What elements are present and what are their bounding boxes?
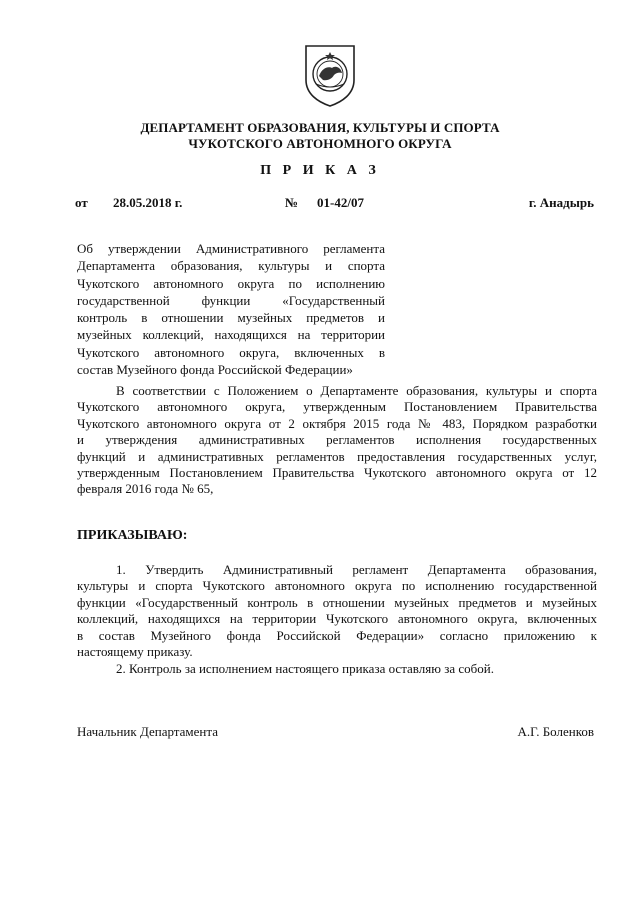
coat-of-arms-emblem [302, 44, 358, 108]
item-line: коллекций, находящихся на территории Чукотского автономного округа, включенных [77, 611, 597, 627]
preamble-line: утвержденным Постановлением Правительства Чукотского автономного округа от 12 [77, 464, 597, 480]
order-title: П Р И К А З [260, 163, 380, 178]
preamble-paragraph [77, 383, 597, 498]
preamble-line: Чукотского автономного округа, утвержденным Постановлением Правительства [77, 399, 597, 415]
subject-line: контроль в отношении музейных предметов и [77, 310, 385, 326]
subject-line: Об утверждении Административного регламента [77, 241, 385, 256]
item-line: 1. Утвердить Административный регламент Департамента образования, [116, 562, 597, 577]
subject-line: музейных коллекций, находящихся на территории [77, 327, 385, 343]
item-line: настоящему приказу. [77, 643, 193, 659]
order-number: 01-42/07 [317, 195, 364, 210]
subject-line: Чукотского автономного округа, включенных в [77, 344, 385, 360]
subject-line: государственной функции «Государственный [77, 292, 385, 308]
item-line: функции «Государственный контроль в отношении музейных предметов и музейных [77, 594, 597, 610]
preamble-line: функций и административных регламентов предоставления государственных услуг, [77, 448, 597, 464]
order-date: 28.05.2018 г. [113, 195, 183, 210]
item-line: 2. Контроль за исполнением настоящего приказа оставляю за собой. [116, 661, 494, 676]
item-line: в состав Музейного фонда Российской Федерации» согласно приложению к [77, 627, 597, 643]
preamble-line: февраля 2016 года № 65, [77, 481, 214, 497]
date-prefix: от [75, 195, 88, 210]
subject-line: Департамента образования, культуры и спорта [77, 258, 385, 274]
subject-line: Чукотского автономного округа по исполнению [77, 275, 385, 291]
order-item-1 [77, 562, 597, 660]
signatory-position: Начальник Департамента [77, 724, 218, 739]
number-sign: № [285, 195, 299, 210]
order-subject [77, 240, 385, 378]
department-name-line1: ДЕПАРТАМЕНТ ОБРАЗОВАНИЯ, КУЛЬТУРЫ И СПОРТА [140, 120, 500, 135]
department-name-line2: ЧУКОТСКОГО АВТОНОМНОГО ОКРУГА [188, 136, 452, 151]
preamble-line: Чукотского автономного округа от 2 октября 2015 года № 483, Порядком разработки [77, 415, 597, 431]
item-line: культуры и спорта Чукотского автономного округа по исполнению государственной [77, 578, 597, 594]
preamble-line: В соответствии с Положением о Департаменте образования, культуры и спорта [116, 383, 597, 398]
order-item-2 [77, 661, 597, 677]
preamble-line: и утверждения административных регламентов исполнения государственных [77, 432, 597, 448]
subject-line: состав Музейного фонда Российской Федерации» [77, 362, 353, 378]
order-city: г. Анадырь [528, 195, 594, 210]
signatory-name: А.Г. Боленков [517, 724, 594, 739]
order-directive-heading: ПРИКАЗЫВАЮ: [77, 528, 188, 543]
